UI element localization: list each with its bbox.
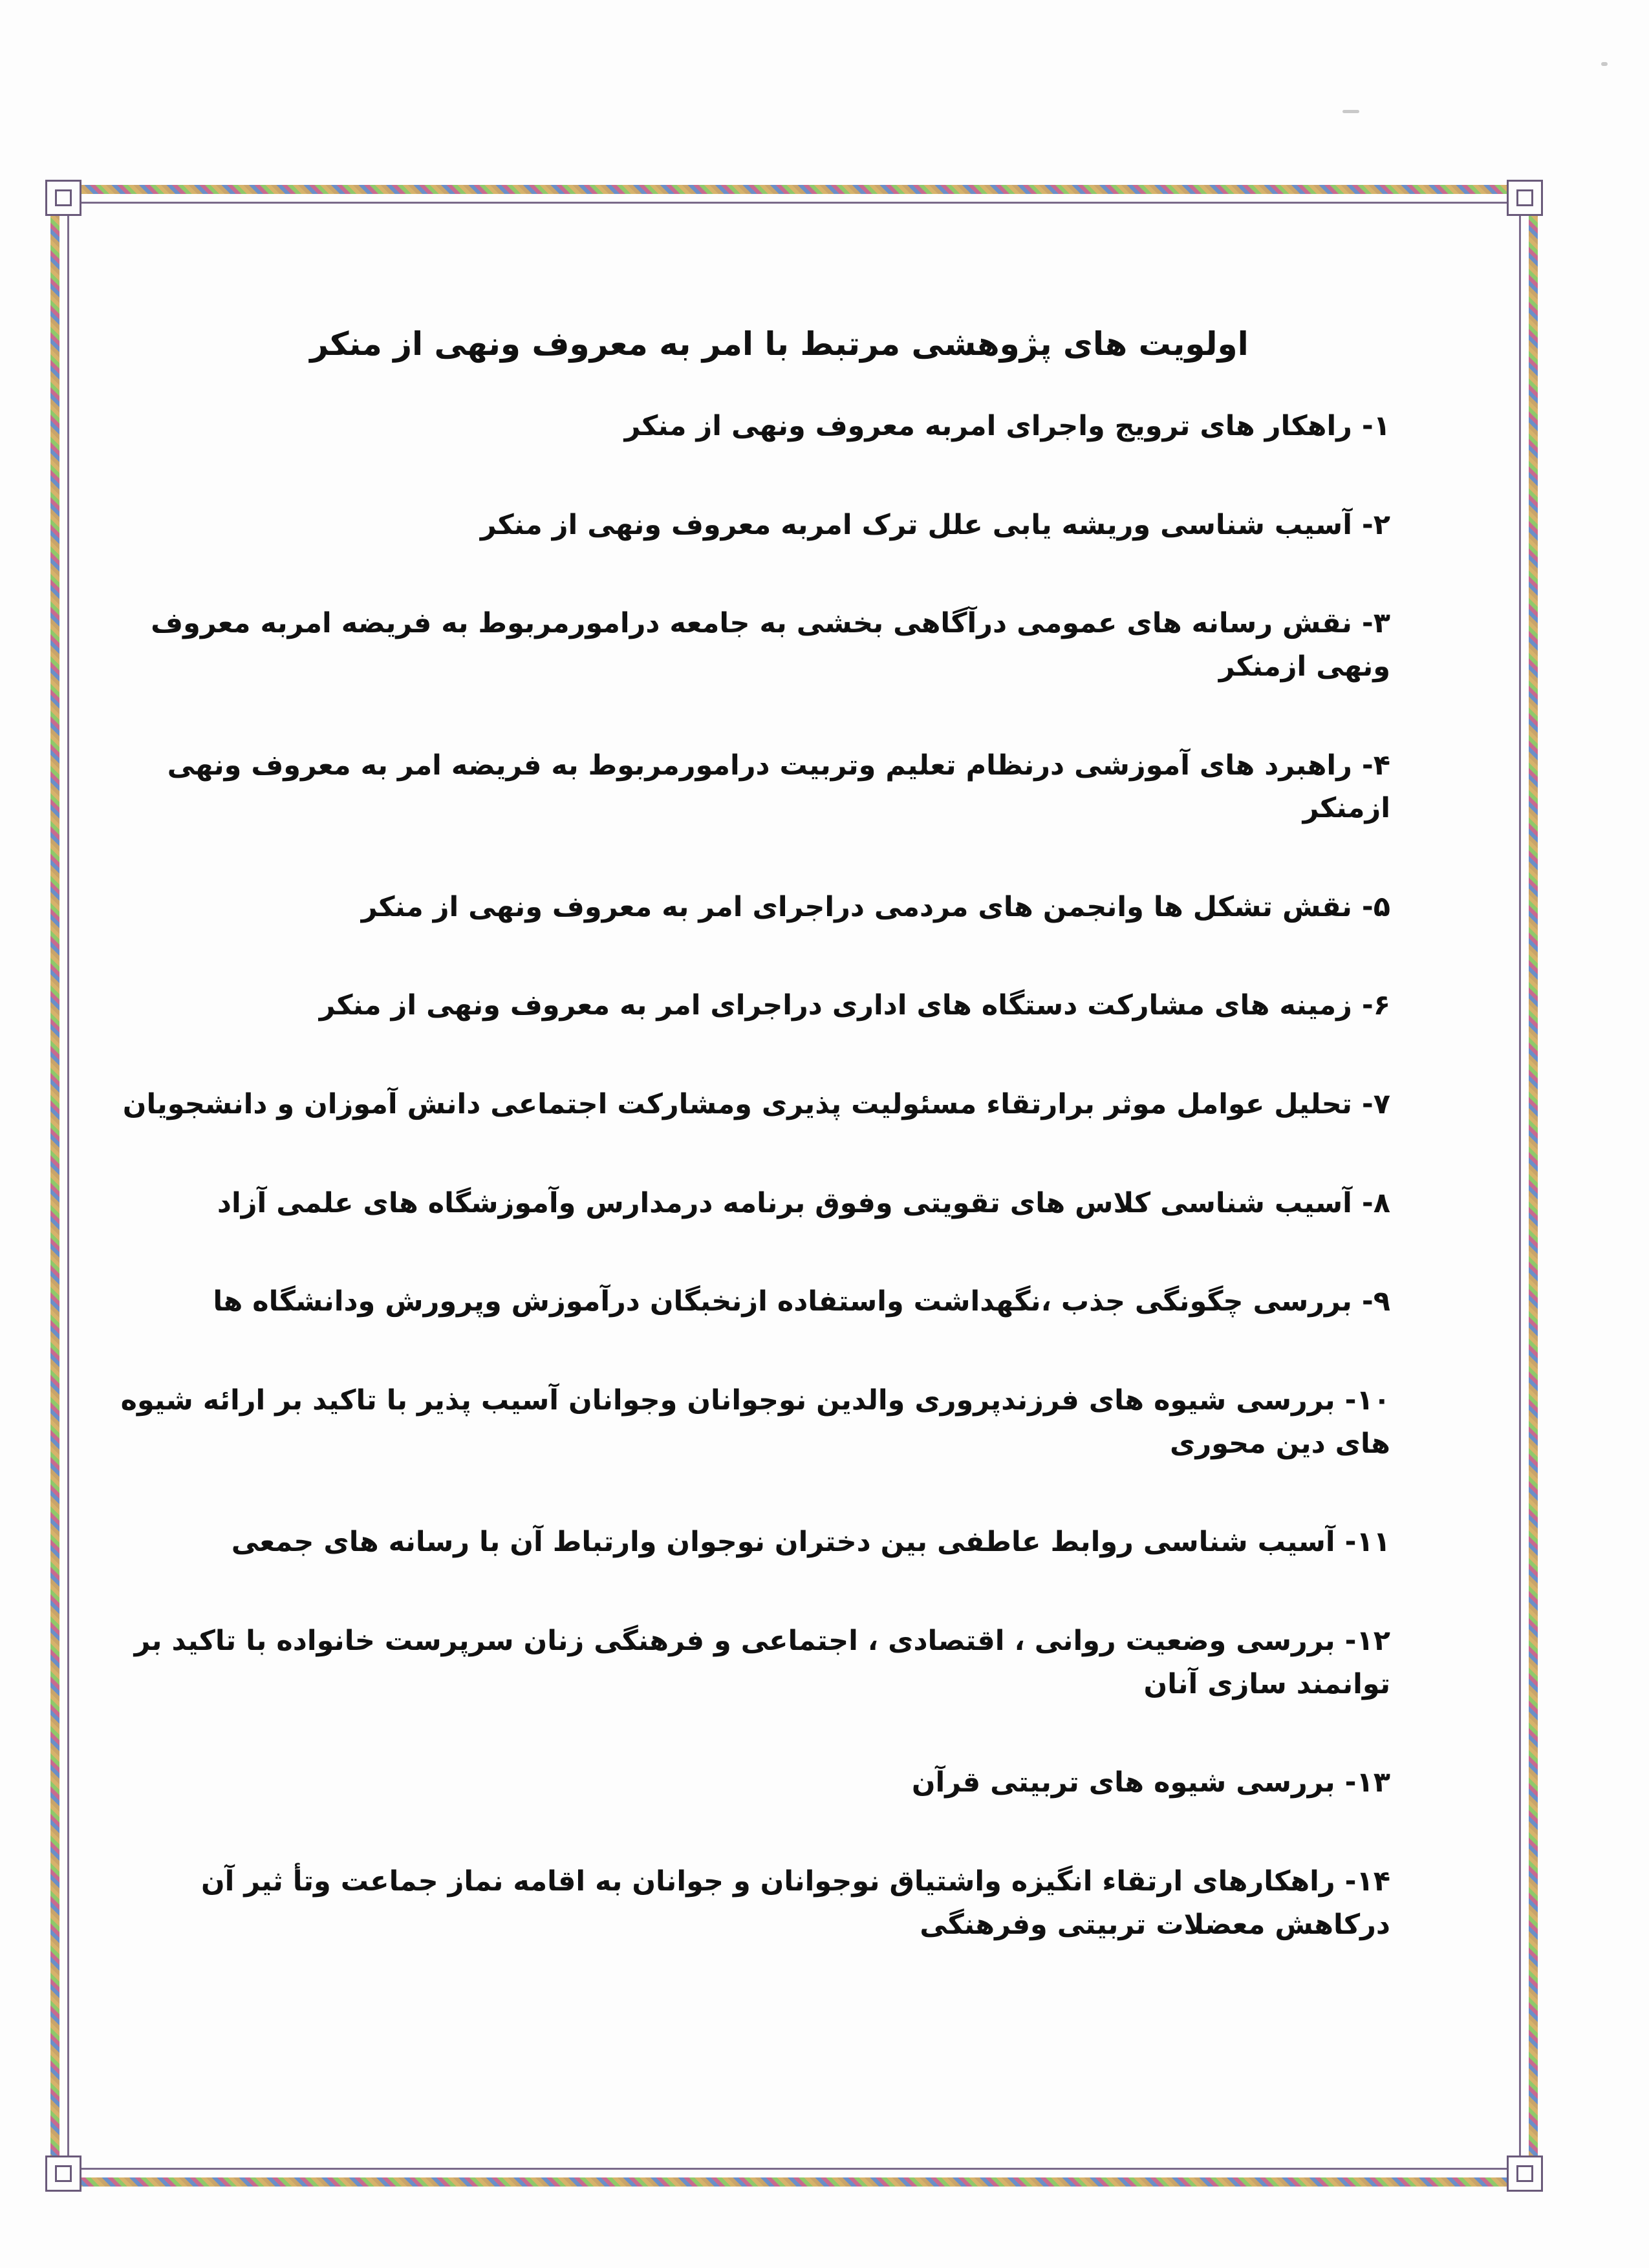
list-item: ۷- تحلیل عوامل موثر برارتقاء مسئولیت پذیری ومشارکت اجتماعی دانش آموزان و دانشجویان bbox=[122, 1088, 1390, 1121]
scan-speck bbox=[1601, 62, 1608, 66]
list-item: ۱۴- راهکارهای ارتقاء انگیزه واشتیاق نوجوانان و جوانان به اقامه نماز جماعت وتأ ثیر آن درکاهش معضلات تربیتی وفرهنگی bbox=[200, 1865, 1390, 1941]
list-item: ۱۳- بررسی شیوه های تربیتی قرآن bbox=[911, 1766, 1390, 1799]
list-item: ۶- زمینه های مشارکت دستگاه های اداری دراجرای امر به معروف ونهی از منکر bbox=[319, 989, 1390, 1022]
scan-speck bbox=[1342, 110, 1359, 113]
frame-corner-ornament bbox=[1507, 2156, 1543, 2192]
document-title: اولویت های پژوهشی مرتبط با امر به معروف ونهی از منکر bbox=[310, 325, 1249, 363]
frame-corner-ornament bbox=[45, 2156, 81, 2192]
list-item: ۳- نقش رسانه های عمومی درآگاهی بخشی به جامعه درامورمربوط به فریضه امربه معروف ونهی ازمنکر bbox=[151, 607, 1390, 683]
list-item: ۱۱- آسیب شناسی روابط عاطفی بین دختران نوجوان وارتباط آن با رسانه های جمعی bbox=[231, 1526, 1390, 1559]
list-item: ۱۲- بررسی وضعیت روانی ، اقتصادی ، اجتماعی و فرهنگی زنان سرپرست خانواده با تاکید بر توانمند سازی آنان bbox=[134, 1624, 1390, 1700]
frame-corner-ornament bbox=[45, 180, 81, 216]
list-item: ۱۰- بررسی شیوه های فرزندپروری والدین نوجوانان وجوانان آسیب پذیر با تاکید بر ارائه شیوه های دین محوری bbox=[120, 1384, 1390, 1460]
list-item: ۵- نقش تشکل ها وانجمن های مردمی دراجرای امر به معروف ونهی از منکر bbox=[361, 890, 1390, 923]
list-item: ۱- راهکار های ترویج واجرای امربه معروف ونهی از منکر bbox=[624, 410, 1390, 442]
list-item: ۲- آسیب شناسی وریشه یابی علل ترک امربه معروف ونهی از منکر bbox=[480, 508, 1390, 541]
list-item: ۸- آسیب شناسی کلاس های تقویتی وفوق برنامه درمدارس وآموزشگاه های علمی آزاد bbox=[217, 1186, 1390, 1219]
list-item: ۹- بررسی چگونگی جذب ،نگهداشت واستفاده ازنخبگان درآموزش وپرورش ودانشگاه ها bbox=[213, 1285, 1390, 1318]
priority-list bbox=[97, 405, 1461, 1946]
document-body bbox=[97, 304, 1461, 2002]
frame-corner-ornament bbox=[1507, 180, 1543, 216]
list-item: ۴- راهبرد های آموزشی درنظام تعلیم وتربیت درامورمربوط به فریضه امر به معروف ونهی ازمنکر bbox=[167, 749, 1390, 825]
